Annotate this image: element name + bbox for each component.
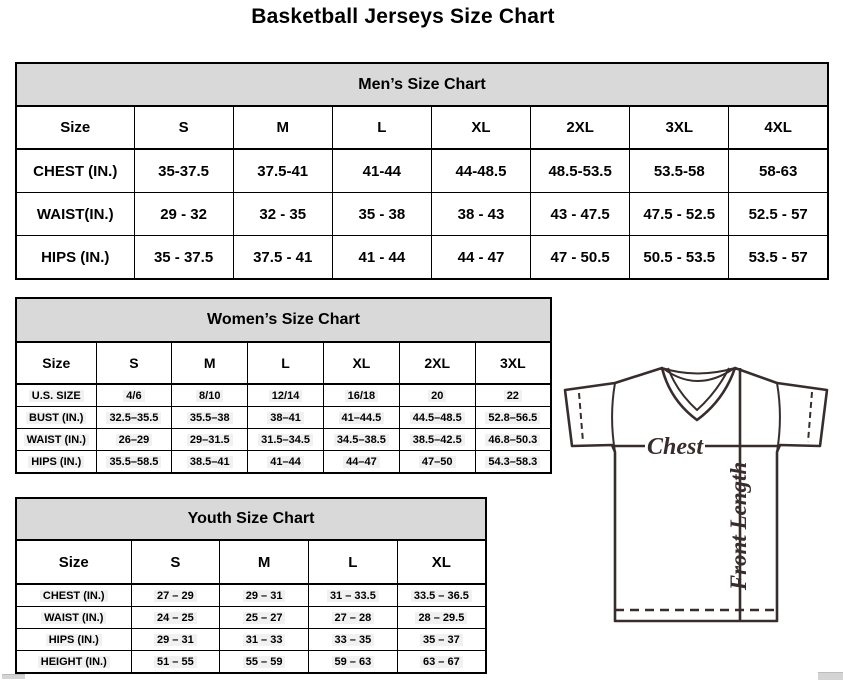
size-value-cell: 31.5–34.5 [248,429,324,451]
size-value-cell: 47–50 [399,451,475,474]
row-label: HIPS (IN.) [16,629,131,651]
column-header: 3XL [475,342,551,384]
column-header: M [220,540,309,584]
front-length-label: Front Length [726,461,751,591]
row-label: HIPS (IN.) [16,451,96,474]
column-header: 4XL [729,106,828,149]
table-row [16,149,828,193]
size-value-cell: 54.3–58.3 [475,451,551,474]
left-sleeve-hem-dash [579,393,583,442]
youth-size-table [15,497,487,674]
row-label: HIPS (IN.) [16,236,134,280]
table-row [16,429,551,451]
row-label: CHEST (IN.) [16,149,134,193]
size-value-cell: 33 – 35 [309,629,398,651]
left-armhole-seam [612,383,615,452]
scrollbar-fragment-left [2,674,25,679]
back-collar-curve-shallow [662,368,735,374]
row-label: HEIGHT (IN.) [16,651,131,674]
size-value-cell: 16/18 [323,384,399,407]
size-value-cell: 51 – 55 [131,651,220,674]
size-value-cell: 35-37.5 [134,149,233,193]
size-value-cell: 24 – 25 [131,607,220,629]
size-value-cell: 37.5 - 41 [233,236,332,280]
size-value-cell: 29 – 31 [220,584,309,607]
size-value-cell: 43 - 47.5 [531,193,630,236]
table-title: Youth Size Chart [16,498,486,540]
row-label: U.S. SIZE [16,384,96,407]
size-value-cell: 31 – 33.5 [309,584,398,607]
mens-size-table [15,62,829,280]
table-title: Women’s Size Chart [16,298,551,342]
size-value-cell: 8/10 [172,384,248,407]
size-value-cell: 29–31.5 [172,429,248,451]
size-value-cell: 34.5–38.5 [323,429,399,451]
size-value-cell: 55 – 59 [220,651,309,674]
size-value-cell: 31 – 33 [220,629,309,651]
table-row [16,193,828,236]
row-label: CHEST (IN.) [16,584,131,607]
jersey-outline [565,368,827,621]
size-value-cell: 35.5–38 [172,407,248,429]
column-header: Size [16,342,96,384]
size-value-cell: 4/6 [96,384,172,407]
table-header-row [16,342,551,384]
column-header: S [131,540,220,584]
table-header-row [16,540,486,584]
row-label: WAIST (IN.) [16,429,96,451]
size-value-cell: 53.5 - 57 [729,236,828,280]
column-header: M [172,342,248,384]
column-header: L [309,540,398,584]
row-label: BUST (IN.) [16,407,96,429]
size-value-cell: 44-48.5 [431,149,530,193]
size-value-cell: 35 - 38 [332,193,431,236]
row-label: WAIST (IN.) [16,607,131,629]
size-value-cell: 35.5–58.5 [96,451,172,474]
size-value-cell: 58-63 [729,149,828,193]
size-value-cell: 20 [399,384,475,407]
table-row [16,629,486,651]
column-header: XL [397,540,486,584]
womens-size-table [15,297,552,474]
size-value-cell: 48.5-53.5 [531,149,630,193]
size-value-cell: 50.5 - 53.5 [630,236,729,280]
column-header: XL [431,106,530,149]
table-row [16,584,486,607]
column-header: 2XL [399,342,475,384]
size-value-cell: 41-44 [332,149,431,193]
size-value-cell: 44 - 47 [431,236,530,280]
column-header: 2XL [531,106,630,149]
size-value-cell: 41–44 [248,451,324,474]
size-value-cell: 22 [475,384,551,407]
size-value-cell: 25 – 27 [220,607,309,629]
size-value-cell: 32.5–35.5 [96,407,172,429]
size-value-cell: 44–47 [323,451,399,474]
table-row [16,451,551,474]
chest-label: Chest [646,434,704,460]
column-header: XL [323,342,399,384]
column-header: S [96,342,172,384]
size-value-cell: 38.5–41 [172,451,248,474]
table-title: Men’s Size Chart [16,63,828,106]
size-value-cell: 52.8–56.5 [475,407,551,429]
column-header: Size [16,106,134,149]
jersey-measurement-diagram [556,358,843,643]
size-value-cell: 47 - 50.5 [531,236,630,280]
column-header: M [233,106,332,149]
size-value-cell: 27 – 29 [131,584,220,607]
size-value-cell: 59 – 63 [309,651,398,674]
page-title: Basketball Jerseys Size Chart [251,5,555,28]
column-header: 3XL [630,106,729,149]
size-value-cell: 28 – 29.5 [397,607,486,629]
size-value-cell: 35 – 37 [397,629,486,651]
size-value-cell: 52.5 - 57 [729,193,828,236]
size-value-cell: 53.5-58 [630,149,729,193]
right-armhole-seam [777,383,780,452]
size-value-cell: 33.5 – 36.5 [397,584,486,607]
size-value-cell: 37.5-41 [233,149,332,193]
size-value-cell: 35 - 37.5 [134,236,233,280]
size-value-cell: 41 - 44 [332,236,431,280]
size-value-cell: 44.5–48.5 [399,407,475,429]
size-value-cell: 38.5–42.5 [399,429,475,451]
table-row [16,407,551,429]
table-title-row [16,498,486,540]
column-header: S [134,106,233,149]
table-row [16,384,551,407]
column-header: L [248,342,324,384]
size-value-cell: 26–29 [96,429,172,451]
table-row [16,651,486,674]
size-value-cell: 29 - 32 [134,193,233,236]
size-value-cell: 47.5 - 52.5 [630,193,729,236]
right-sleeve-hem-dash [808,392,812,442]
size-value-cell: 38–41 [248,407,324,429]
size-value-cell: 63 – 67 [397,651,486,674]
column-header: Size [16,540,131,584]
table-row [16,607,486,629]
size-value-cell: 29 – 31 [131,629,220,651]
size-value-cell: 38 - 43 [431,193,530,236]
row-label: WAIST(IN.) [16,193,134,236]
table-header-row [16,106,828,149]
table-row [16,236,828,280]
size-value-cell: 32 - 35 [233,193,332,236]
table-title-row [16,63,828,106]
column-header: L [332,106,431,149]
size-value-cell: 27 – 28 [309,607,398,629]
size-value-cell: 12/14 [248,384,324,407]
size-value-cell: 46.8–50.3 [475,429,551,451]
size-value-cell: 41–44.5 [323,407,399,429]
table-title-row [16,298,551,342]
